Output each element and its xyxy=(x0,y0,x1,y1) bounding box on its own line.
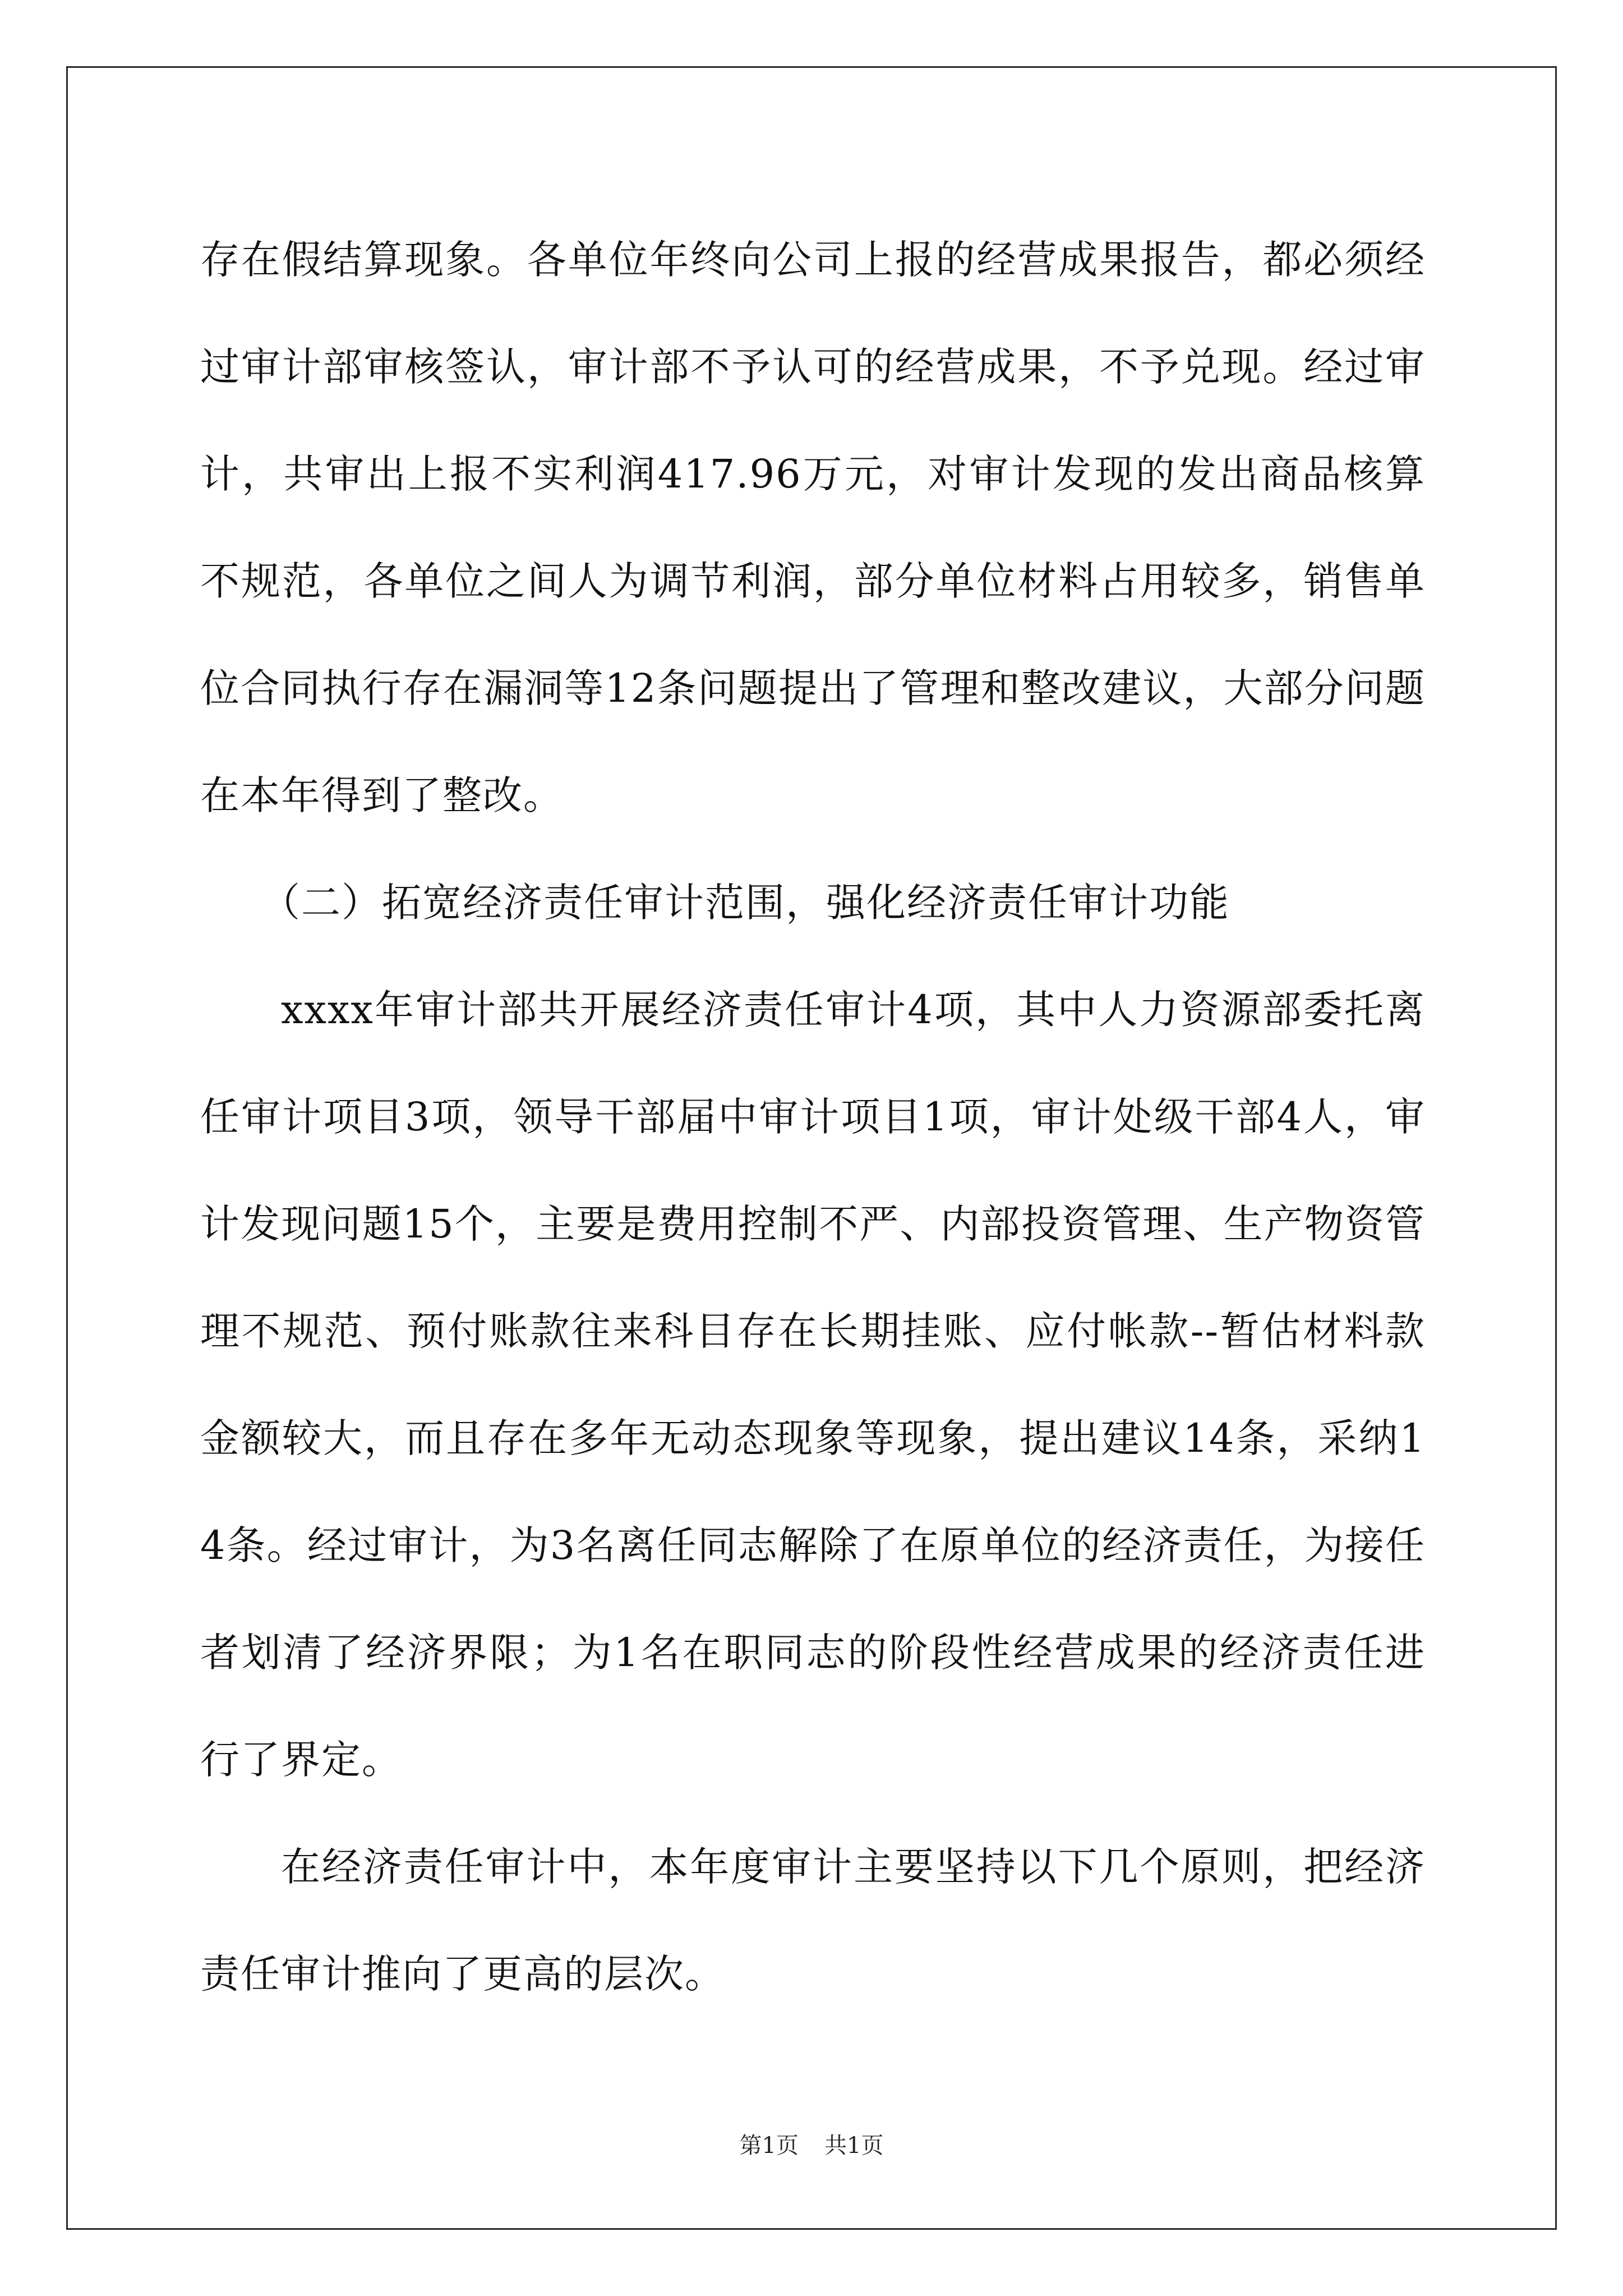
section-heading: （二）拓宽经济责任审计范围，强化经济责任审计功能 xyxy=(261,880,1230,926)
paragraph-2: xxxx年审计部共开展经济责任审计4项，其中人力资源部委托离任审计项目3项，领导干部届中审计项目1项，审计处级干部4人，审计发现问题15个，主要是费用控制不严、内部投资管理、生产物资管理不规范、预付账款往来科目存在长期挂账、应付帐款--暂估材料款金额较大，而且存在多年无动态现象等现象，提出建议14条，采纳14条。经过审计，为3名离任同志解除了在原单位的经济责任，为接任者划清了经济界限；为1名在职同志的阶段性经营成果的经济责任进行了界定。 xyxy=(200,987,1426,1783)
page-number: 第1页 xyxy=(739,2133,799,2159)
paragraph-1: 存在假结算现象。各单位年终向公司上报的经营成果报告，都必须经过审计部审核签认，审计部不予认可的经营成果，不予兑现。经过审计，共审出上报不实利润417.96万元，对审计发现的发出商品核算不规范，各单位之间人为调节利润，部分单位材料占用较多，销售单位合同执行存在漏洞等12条问题提出了管理和整改建议，大部分问题在本年得到了整改。 xyxy=(200,237,1426,818)
document-body xyxy=(200,206,1426,2028)
page-footer xyxy=(0,2129,1623,2162)
page-total: 共1页 xyxy=(824,2133,884,2159)
paragraph-3: 在经济责任审计中，本年度审计主要坚持以下几个原则，把经济责任审计推向了更高的层次。 xyxy=(200,1844,1426,1997)
